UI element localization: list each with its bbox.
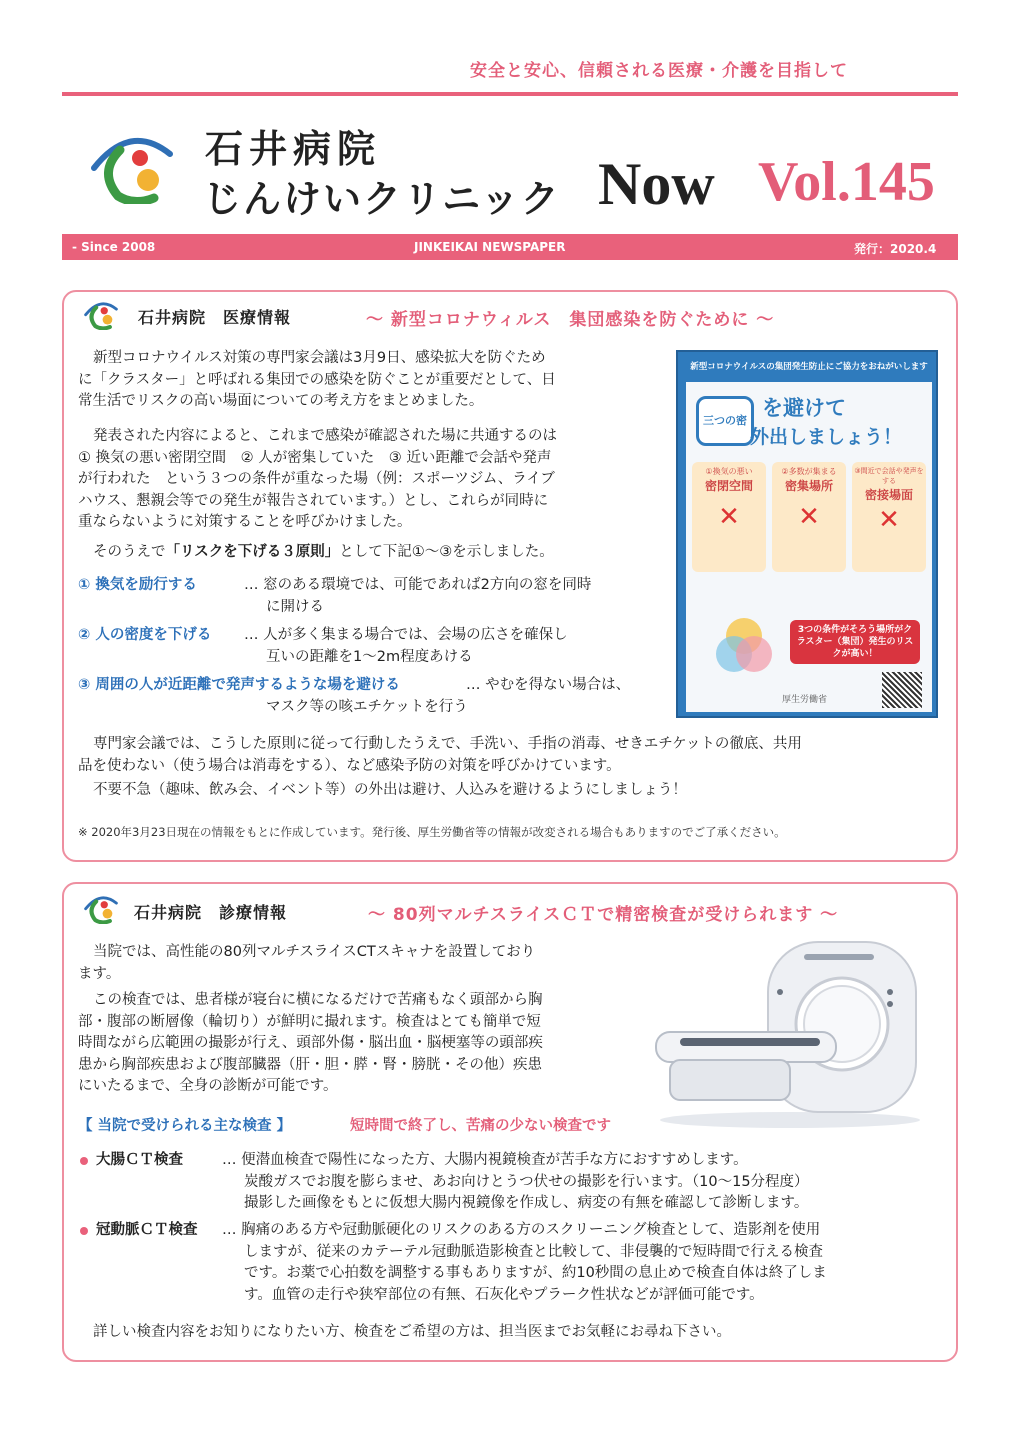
closing-paragraph: 詳しい検査内容をお知りになりたい方、検査をご希望の方は、担当医までお気軽にお尋ね下さい。 [93,1324,731,1340]
three-c-badge: 三つの密 [696,396,754,446]
intro-paragraph: 新型コロナウイルス対策の専門家会議は3月9日、感染拡大を防ぐため に「クラスター」と呼ばれる集団での感染を防ぐことが重要だとして、日 常生活でリスクの高い場面についての考え方をまとめました。 [78,350,556,409]
section-logo-icon [84,892,118,924]
since-label: - Since 2008 [72,240,156,254]
exam-name-coronary-ct: 冠動脈ＣＴ検査 [96,1222,198,1238]
covid-poster: 新型コロナウイルスの集団発生防止にご協力をおねがいします 三つの密 を避けて 外出しましょう！ ①換気の悪い 密閉空間 ✕ ②多数が集まる 密集場所 ✕ ③間近で会話や発声をする 密接場面 ✕ 3つの条件がそろう場所がクラスター（集団）発生のリスクが高い！ 厚生労働省 [676,350,938,718]
now-title: Now [598,151,715,217]
section-logo-icon [84,298,118,330]
cross-icon: ✕ [718,502,740,532]
venn-diagram-icon [712,614,776,678]
volume-number: Vol.145 [758,151,935,213]
newspaper-label: JINKEIKAI NEWSPAPER [414,240,566,254]
exam-list-subheading: 短時間で終了し、苦痛の少ない検査です [350,1118,611,1134]
disclaimer-note: ※ 2020年3月23日現在の情報をもとに作成しています。発行後、厚生労働省等の情報が改変される場合もありますのでご了承ください。 [78,825,786,839]
section-heading: 石井病院 診療情報 [134,903,288,922]
issue-date: 発行：2020.4 [854,242,937,256]
poster-condition-2: ②多数が集まる 密集場所 ✕ [772,462,846,572]
tagline: 安全と安心、信頼される医療・介護を目指して [470,61,848,81]
rule-2: ② 人の密度を下げる … 人が多く集まる場合では、会場の広さを確保し 互いの距離を1～2m程度あける [78,627,568,665]
section-subtitle: ～ 80列マルチスライスＣＴで精密検査が受けられます ～ [368,905,839,925]
principles-intro: そのうえで「リスクを下げる３原則」として下記①～③を示しました。 [93,544,554,560]
section-subtitle: ～ 新型コロナウィルス 集団感染を防ぐために ～ [366,310,775,330]
exam-name-colon-ct: 大腸ＣＴ検査 [96,1152,183,1168]
top-rule [62,92,958,96]
ct-description-paragraph: この検査では、患者様が寝台に横になるだけで苦痛もなく頭部から胸 部・腹部の断層像（輪切り）が鮮明に撮れます。検査はとても簡単で短 時間ながら広範囲の撮影が行え、頭部外傷・脳出血・脳梗塞等の頭部疾 患から胸部疾患および腹部臓器（肝・胆・膵・腎・膀胱・その他）疾患 にいたるまで、全身の診断が可能です。 [78,992,543,1094]
exam-desc-coronary-ct: … 胸痛のある方や冠動脈硬化のリスクのある方のスクリーニング検査として、造影剤を使用 しますが、従来のカテーテル冠動脈造影検査と比較して、非侵襲的で短時間で行える検査 です。お薬で心拍数を調整する事もありますが、約10秒間の息止めで検査自体は終了しま す。血管の走行や狭窄部位の有無、石灰化やプラーク性状などが評価可能です。 [222,1222,827,1303]
poster-headline-2: 外出しましょう！ [750,426,903,448]
poster-footer: 厚生労働省 [782,695,828,705]
hospital-logo-icon [90,128,174,204]
prevention-paragraph: 専門家会議では、こうした原則に従って行動したうえで、手洗い、手指の消毒、せきエチケットの徹底、共用 品を使わない（使う場合は消毒をする）、など感染予防の対策を呼びかけています。 [78,736,802,774]
exam-list-heading: 【 当院で受けられる主な検査 】 [78,1118,292,1134]
qr-code-icon [882,672,922,708]
bullet-icon [80,1227,88,1235]
header-banner [62,234,958,260]
ct-intro-paragraph: 当院では、高性能の80列マルチスライスCTスキャナを設置しており ます。 [78,944,536,982]
clinic-name: じんけいクリニック [203,176,561,221]
poster-headline-1: を避けて [762,396,846,420]
conditions-paragraph: 発表された内容によると、これまで感染が確認された場に共通するのは ① 換気の悪い密閉空間 ② 人が密集していた ③ 近い距離で会話や発声 が行われた という３つの条件が重なった場（例：スポーツジム、ライブ ハウス、懇親会等での発生が報告されています。）とし、これらが同時に 重ならないように対策することを呼びかけました。 [78,428,557,530]
hospital-name: 石井病院 [205,126,382,171]
poster-condition-1: ①換気の悪い 密閉空間 ✕ [692,462,766,572]
rule-1: ① 換気を励行する … 窓のある環境では、可能であれば2方向の窓を同時 に開ける [78,577,592,615]
poster-callout: 3つの条件がそろう場所がクラスター（集団）発生のリスクが高い！ [790,620,920,664]
ct-scanner-image [650,932,930,1132]
bullet-icon [80,1157,88,1165]
avoid-crowds-paragraph: 不要不急（趣味、飲み会、イベント等）の外出は避け、人込みを避けるようにしましょう！ [93,782,687,798]
cross-icon: ✕ [878,505,900,535]
rule-3: ③ 周囲の人が近距離で発声するような場を避ける … やむを得ない場合は、 マスク等の咳エチケットを行う [78,677,631,715]
section-heading: 石井病院 医療情報 [138,308,292,327]
exam-desc-colon-ct: … 便潜血検査で陽性になった方、大腸内視鏡検査が苦手な方におすすめします。 炭酸ガスでお腹を膨らませ、あお向けとうつ伏せの撮影を行います。（10～15分程度） 撮影した画像をもとに仮想大腸内視鏡像を作成し、病変の有無を確認して診断します。 [222,1152,809,1211]
cross-icon: ✕ [798,502,820,532]
poster-condition-3: ③間近で会話や発声をする 密接場面 ✕ [852,462,926,572]
